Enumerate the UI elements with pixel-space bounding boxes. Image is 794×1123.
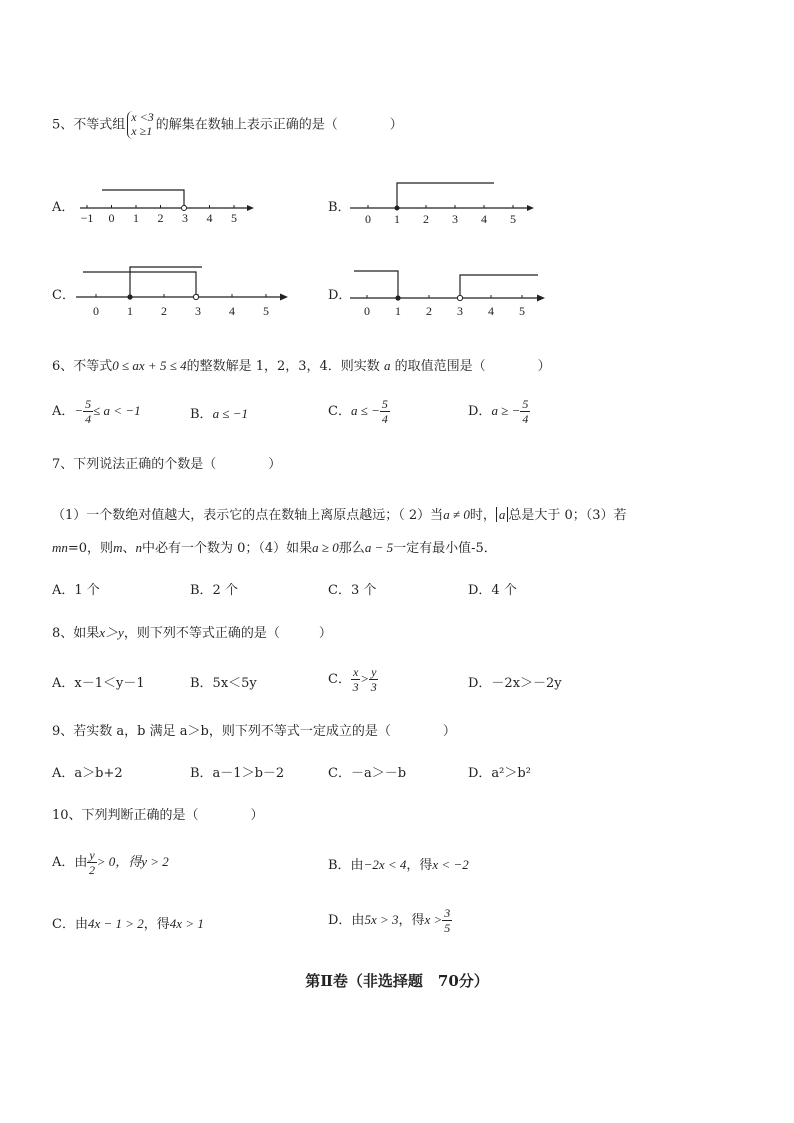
condition: a ≠ 0 bbox=[443, 507, 470, 522]
numerator: 3 bbox=[444, 906, 451, 920]
solution-bracket bbox=[102, 190, 184, 208]
result: y > 2 bbox=[141, 854, 169, 869]
option-label: D． bbox=[468, 404, 492, 419]
section-heading: 第Ⅱ卷（非选择题 70分） bbox=[305, 972, 489, 990]
minus-sign: − bbox=[74, 403, 84, 418]
q5-option-b-label: B． bbox=[328, 200, 351, 215]
q6-stem-prefix: 6、不等式 bbox=[52, 359, 113, 374]
q6-option-a bbox=[52, 398, 141, 425]
q8-stem bbox=[52, 626, 332, 640]
closed-endpoint bbox=[395, 206, 400, 211]
numerator: 5 bbox=[85, 397, 92, 411]
q5-option-c-label: C． bbox=[52, 288, 75, 303]
q9-stem: 9、若实数 a，b 满足 a＞b，则下列不等式一定成立的是（ ） bbox=[52, 724, 456, 739]
expression: a − 5 bbox=[364, 540, 394, 555]
tick-label: 2 bbox=[161, 304, 167, 318]
denominator: 5 bbox=[444, 921, 451, 935]
text: D．由 bbox=[328, 913, 365, 928]
tick-label: 3 bbox=[457, 304, 463, 318]
tick-label: 4 bbox=[206, 211, 213, 225]
text: 那么 bbox=[338, 541, 365, 556]
open-endpoint bbox=[457, 295, 462, 300]
q10-option-d bbox=[328, 907, 452, 934]
q6-stem-middle: 的整数解是 1，2，3，4．则实数 bbox=[186, 359, 380, 374]
tick-label: 1 bbox=[395, 304, 401, 318]
tick-label: 0 bbox=[364, 304, 370, 318]
q10-option-a bbox=[52, 849, 169, 876]
denominator: 4 bbox=[85, 412, 92, 426]
tick-label: 5 bbox=[510, 212, 516, 226]
tick-label: 4 bbox=[488, 304, 494, 318]
fraction bbox=[87, 849, 96, 876]
text: 一定有最小值-5． bbox=[393, 541, 497, 556]
q5-option-a-label: A． bbox=[52, 200, 75, 215]
q6-variable: a bbox=[383, 358, 391, 373]
text: ，得 bbox=[398, 913, 425, 928]
option-expression: ≤ a < −1 bbox=[93, 403, 141, 418]
axis-arrow bbox=[527, 205, 534, 211]
denominator: 4 bbox=[381, 412, 388, 426]
q5-number-line-a bbox=[76, 180, 266, 230]
closed-endpoint bbox=[395, 295, 400, 300]
condition: −2x < 4 bbox=[363, 857, 407, 872]
tick-label: 5 bbox=[231, 211, 237, 225]
text: ，得 bbox=[143, 917, 170, 932]
tick-label: 2 bbox=[423, 212, 429, 226]
variable: n bbox=[135, 540, 142, 555]
fraction bbox=[520, 398, 530, 425]
text: 总是大于 0；（3）若 bbox=[508, 508, 627, 523]
fraction bbox=[369, 666, 378, 693]
result: x < −2 bbox=[432, 857, 469, 872]
option-expression: a ≤ −1 bbox=[212, 406, 248, 421]
tick-label: 1 bbox=[127, 304, 133, 318]
q5-system-line-2: x ≥1 bbox=[131, 123, 153, 138]
open-endpoint bbox=[193, 294, 198, 299]
q5-stem-prefix: 5、不等式组 bbox=[52, 117, 126, 133]
q5-stem-suffix: 的解集在数轴上表示正确的是（ ） bbox=[155, 117, 403, 133]
q5-number-line-c bbox=[72, 262, 297, 322]
tick-label: 4 bbox=[229, 304, 235, 318]
tick-label: 3 bbox=[195, 304, 201, 318]
tick-label: 2 bbox=[157, 211, 164, 225]
closed-endpoint bbox=[127, 294, 132, 299]
tick-label: 5 bbox=[519, 304, 525, 318]
condition: x＞y bbox=[99, 625, 124, 640]
option-label: A． bbox=[52, 404, 75, 419]
text: B．由 bbox=[328, 858, 364, 873]
q6-stem-suffix: 的取值范围是（ ） bbox=[394, 359, 551, 374]
variable: mn bbox=[52, 540, 68, 555]
tick-label: 2 bbox=[426, 304, 432, 318]
q10-option-b bbox=[328, 858, 469, 872]
option-label: B． bbox=[190, 407, 213, 422]
denominator: 3 bbox=[370, 680, 377, 694]
fraction bbox=[380, 398, 390, 425]
q6-option-c bbox=[328, 398, 390, 425]
condition: a ≥ 0 bbox=[312, 540, 339, 555]
text: > 0，得 bbox=[96, 854, 142, 869]
condition: 4x − 1 > 2 bbox=[87, 916, 144, 931]
q10-stem: 10、下列判断正确的是（ ） bbox=[52, 808, 264, 823]
denominator: 2 bbox=[89, 863, 96, 877]
q10-option-c bbox=[52, 917, 204, 931]
fraction bbox=[351, 666, 360, 693]
text: 8、如果 bbox=[52, 626, 100, 641]
q7-option-c: C．3 个 bbox=[328, 583, 377, 598]
text: 中必有一个数为 0；（4）如果 bbox=[141, 541, 313, 556]
axis-arrow bbox=[247, 205, 254, 211]
axis-arrow bbox=[537, 295, 545, 302]
q7-option-b: B．2 个 bbox=[190, 583, 238, 598]
fraction bbox=[83, 398, 93, 425]
result: x > bbox=[424, 912, 443, 927]
option-expression: a ≤ − bbox=[350, 403, 380, 418]
q8-option-c bbox=[328, 666, 378, 693]
q7-option-a: A．1 个 bbox=[52, 583, 100, 598]
variable: m bbox=[113, 540, 123, 555]
tick-label: 0 bbox=[365, 212, 371, 226]
numerator: y bbox=[89, 848, 95, 862]
result: 4x > 1 bbox=[169, 916, 204, 931]
absolute-value: a bbox=[496, 507, 509, 522]
numerator: 5 bbox=[381, 397, 388, 411]
q7-stem: 7、下列说法正确的个数是（ ） bbox=[52, 457, 282, 472]
q5-option-d-label: D． bbox=[328, 288, 352, 303]
tick-label: −1 bbox=[80, 211, 94, 225]
left-bracket bbox=[83, 272, 196, 297]
q8-option-d: D．－2x＞－2y bbox=[468, 676, 562, 691]
right-ray bbox=[460, 275, 538, 298]
numerator: 5 bbox=[522, 397, 529, 411]
q9-option-d: D．a²＞b² bbox=[468, 766, 531, 781]
text: =0，则 bbox=[67, 541, 114, 556]
q7-statement-line-2 bbox=[52, 541, 497, 555]
q6-option-b bbox=[190, 407, 248, 421]
denominator: 4 bbox=[522, 412, 529, 426]
condition: 5x > 3 bbox=[364, 912, 399, 927]
text: ，则下列不等式正确的是（ ） bbox=[123, 626, 332, 641]
tick-label: 4 bbox=[481, 212, 487, 226]
q5-number-line-b bbox=[346, 175, 546, 230]
q6-stem bbox=[52, 359, 551, 373]
numerator: x bbox=[352, 665, 359, 679]
q8-option-a: A．x－1＜y－1 bbox=[52, 676, 145, 691]
axis-arrow bbox=[280, 294, 288, 301]
option-label: C． bbox=[328, 672, 351, 687]
q6-inequality: 0 ≤ ax + 5 ≤ 4 bbox=[112, 358, 187, 373]
fraction bbox=[442, 907, 452, 934]
tick-label: 1 bbox=[133, 211, 139, 225]
text: 、 bbox=[122, 541, 136, 556]
text: （1）一个数绝对值越大，表示它的点在数轴上离原点越远；（ 2）当 bbox=[52, 508, 444, 523]
tick-label: 3 bbox=[182, 211, 188, 225]
text: C．由 bbox=[52, 917, 88, 932]
tick-label: 0 bbox=[93, 304, 99, 318]
q6-option-d bbox=[468, 398, 530, 425]
q5-inequality-system bbox=[127, 111, 153, 139]
denominator: 3 bbox=[352, 680, 359, 694]
q5-stem bbox=[52, 111, 403, 139]
tick-label: 0 bbox=[108, 211, 115, 225]
option-expression: a ≥ − bbox=[491, 403, 521, 418]
text: ，得 bbox=[406, 858, 433, 873]
q9-option-a: A．a＞b+2 bbox=[52, 766, 123, 781]
numerator: y bbox=[371, 665, 377, 679]
q8-option-b: B．5x＜5y bbox=[190, 676, 257, 691]
q7-option-d: D．4 个 bbox=[468, 583, 517, 598]
text: 时， bbox=[469, 508, 496, 523]
text: A．由 bbox=[52, 855, 88, 870]
tick-label: 3 bbox=[452, 212, 458, 226]
left-ray bbox=[354, 271, 398, 298]
tick-label: 1 bbox=[394, 212, 400, 226]
q7-statement-line-1 bbox=[52, 508, 627, 522]
solution-bracket bbox=[397, 183, 494, 208]
open-endpoint bbox=[182, 206, 187, 211]
option-label: C． bbox=[328, 404, 351, 419]
q5-number-line-d bbox=[346, 262, 551, 322]
operator: > bbox=[360, 671, 370, 686]
q9-option-c: C．－a＞－b bbox=[328, 766, 407, 781]
q5-system-line-1: x <3 bbox=[131, 110, 154, 124]
tick-label: 5 bbox=[263, 304, 269, 318]
q9-option-b: B．a－1＞b－2 bbox=[190, 766, 285, 781]
